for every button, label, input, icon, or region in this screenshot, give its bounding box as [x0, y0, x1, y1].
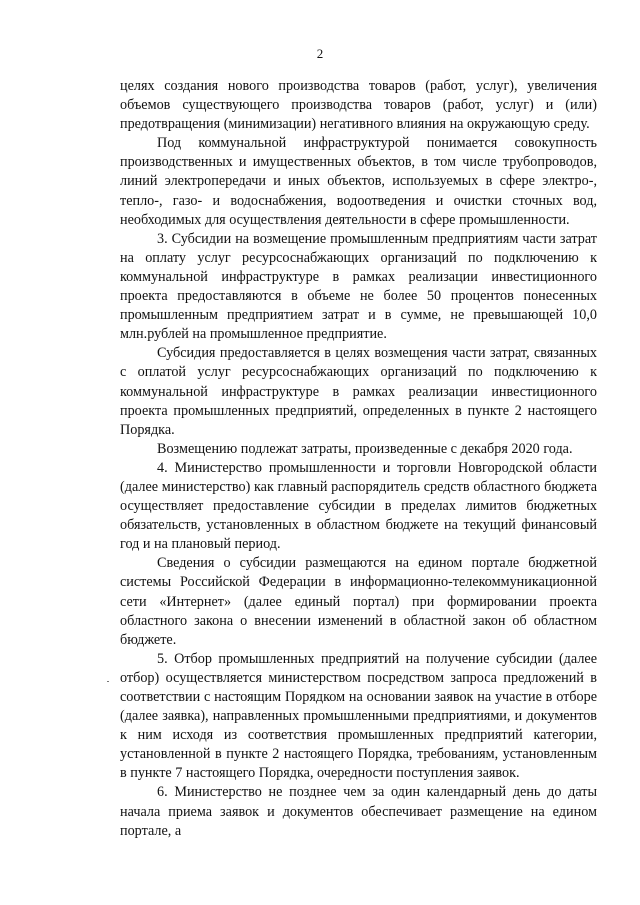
paragraph-item-3: 3. Субсидии на возмещение промышленным предприятиям части затрат на оплату услуг ресурсоснабжающих организаций по подключению к коммунальной инфраструктуре в рамках реализации инвестиционного проекта предоставляются в объеме не более 50 процентов понесенных промышленным предприятием затрат и в сумме, не превышающей 10,0 млн.рублей на промышленное предприятие.: [120, 230, 597, 343]
paragraph-portal-information: Сведения о субсидии размещаются на едином портале бюджетной системы Российской Федерации в информационно-телекоммуникационной сети «Интернет» (далее единый портал) при формировании проекта областного закона о внесении изменений в областной закон об областном бюджете.: [120, 555, 597, 648]
page-number: 2: [316, 46, 324, 61]
document-body: [120, 77, 597, 841]
paragraph-continuation: целях создания нового производства товаров (работ, услуг), увеличения объемов существующего производства товаров (работ, услуг) и (или) предотвращения (минимизации) негативного влияния на окружающую среду.: [120, 78, 597, 133]
paragraph-item-4: 4. Министерство промышленности и торговли Новгородской области (далее министерство) как главный распорядитель средств областного бюджета осуществляет предоставление субсидии в пределах лимитов бюджетных обязательств, установленных в областном бюджете на текущий финансовый год и на плановый период.: [120, 459, 597, 553]
paragraph-subsidy-purpose: Субсидия предоставляется в целях возмещения части затрат, связанных с оплатой услуг ресурсоснабжающих организаций по подключению к коммунальной инфраструктуре в рамках реализации инвестиционного проекта промышленных предприятий, определенных в пункте 2 настоящего Порядка.: [120, 345, 597, 438]
paragraph-infrastructure-definition: Под коммунальной инфраструктурой понимается совокупность производственных и имущественных объектов, в том числе трубопроводов, линий электропередачи и иных объектов, используемых в сфере электро-, тепло-, газо- и водоснабжения, водоотведения и очистки сточных вод, необходимых для осуществления деятельности в сфере промышленности.: [120, 135, 597, 228]
paragraph-item-6: 6. Министерство не позднее чем за один календарный день до даты начала приема заявок и документов обеспечивает размещение на едином портале, а: [120, 784, 597, 839]
paragraph-item-5: 5. Отбор промышленных предприятий на получение субсидии (далее отбор) осуществляется министерством посредством запроса предложений в соответствии с настоящим Порядком на основании заявок на участие в отборе (далее заявка), направленных промышленными предприятиями, и документов к ним исходя из соответствия промышленных предприятий категории, установленной в пункте 2 настоящего Порядка, требованиям, установленным в пункте 7 настоящего Порядка, очередности поступления заявок.: [120, 650, 597, 782]
paragraph-reimbursement-period: Возмещению подлежат затраты, произведенные с декабря 2020 года.: [157, 440, 573, 457]
scan-mark: [107, 681, 109, 682]
